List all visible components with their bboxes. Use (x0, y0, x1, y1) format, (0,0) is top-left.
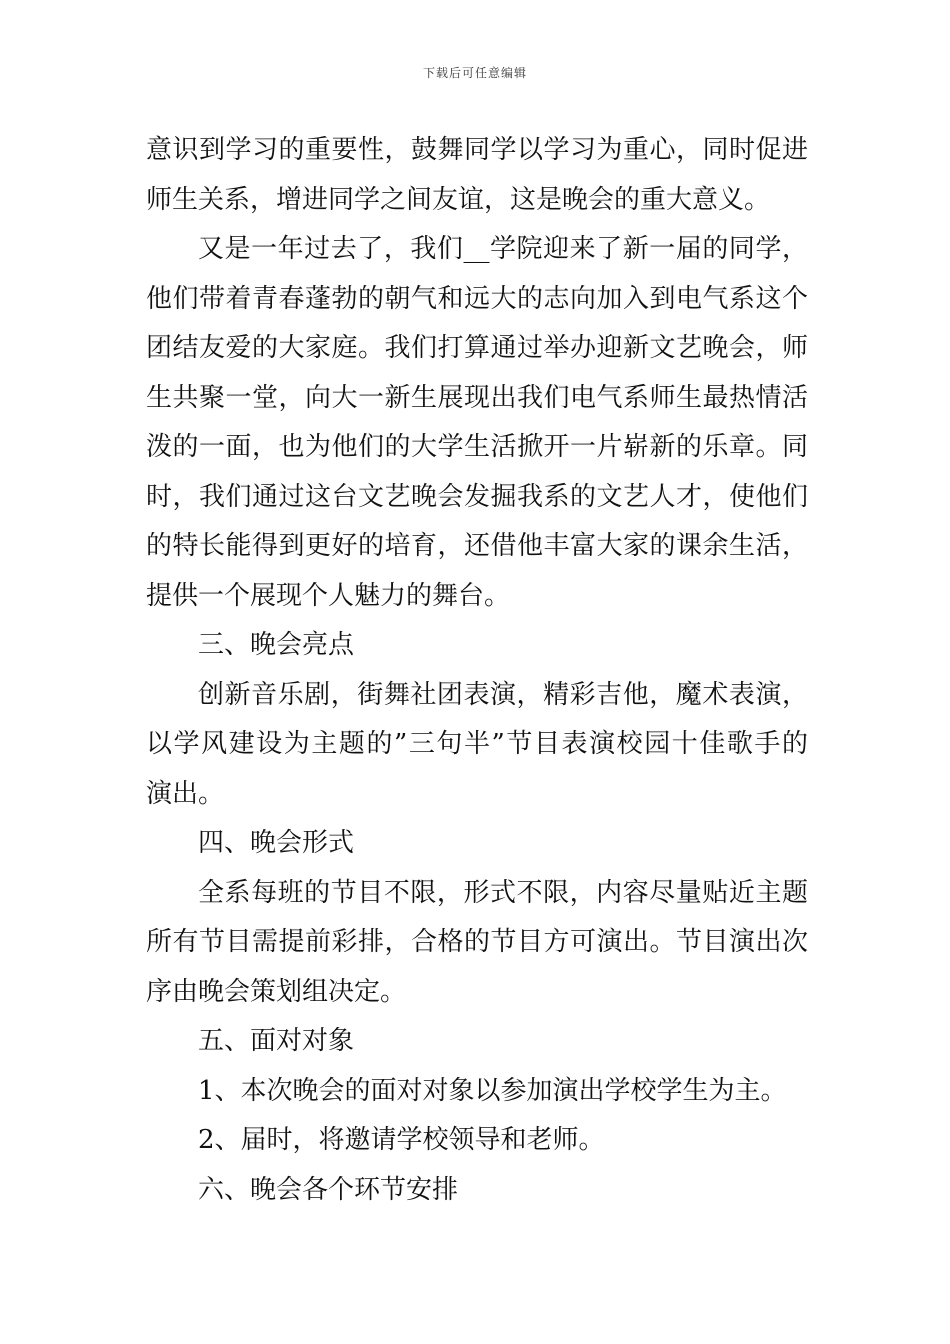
text-line: 师生关系，增进同学之间友谊，这是晚会的重大意义。 (146, 184, 771, 215)
section-heading: 三、晚会亮点 (198, 630, 355, 660)
page-header: 下载后可任意编辑 (422, 66, 527, 80)
list-item: 2、届时，将邀请学校领导和老师。 (198, 1125, 605, 1155)
section-heading: 五、面对对象 (198, 1026, 355, 1056)
text-line: 他们带着青春蓬勃的朝气和远大的志向加入到电气系这个 (146, 283, 808, 314)
text-line: 的特长能得到更好的培育，还借他丰富大家的课余生活， (146, 531, 808, 561)
text-line: 时，我们通过这台文艺晚会发掘我系的文艺人才，使他们 (146, 481, 808, 512)
document-body (146, 126, 808, 1215)
list-item: 1、本次晚会的面对对象以参加演出学校学生为主。 (198, 1075, 787, 1106)
text-line: 创新音乐剧，街舞社团表演，精彩吉他，魔术表演， (198, 679, 808, 710)
text-line: 意识到学习的重要性，鼓舞同学以学习为重心，同时促进 (146, 135, 808, 165)
text-line: 生共聚一堂，向大一新生展现出我们电气系师生最热情活 (146, 382, 808, 413)
section-heading: 六、晚会各个环节安排 (198, 1174, 459, 1205)
text-line: 以学风建设为主题的”三句半”节目表演校园十佳歌手的 (146, 729, 808, 759)
text-line: 演出。 (146, 778, 225, 809)
text-line: 团结友爱的大家庭。我们打算通过举办迎新文艺晚会，师 (146, 333, 808, 363)
text-line: 提供一个展现个人魅力的舞台。 (146, 580, 511, 611)
text-line: 又是一年过去了，我们__学院迎来了新一届的同学， (198, 234, 808, 264)
text-line: 泼的一面，也为他们的大学生活掀开一片崭新的乐章。同 (146, 432, 808, 462)
text-line: 所有节目需提前彩排，合格的节目方可演出。节目演出次 (146, 927, 808, 957)
text-line: 序由晚会策划组决定。 (146, 976, 407, 1007)
text-line: 全系每班的节目不限，形式不限，内容尽量贴近主题 (198, 877, 808, 908)
section-heading: 四、晚会形式 (198, 828, 355, 858)
